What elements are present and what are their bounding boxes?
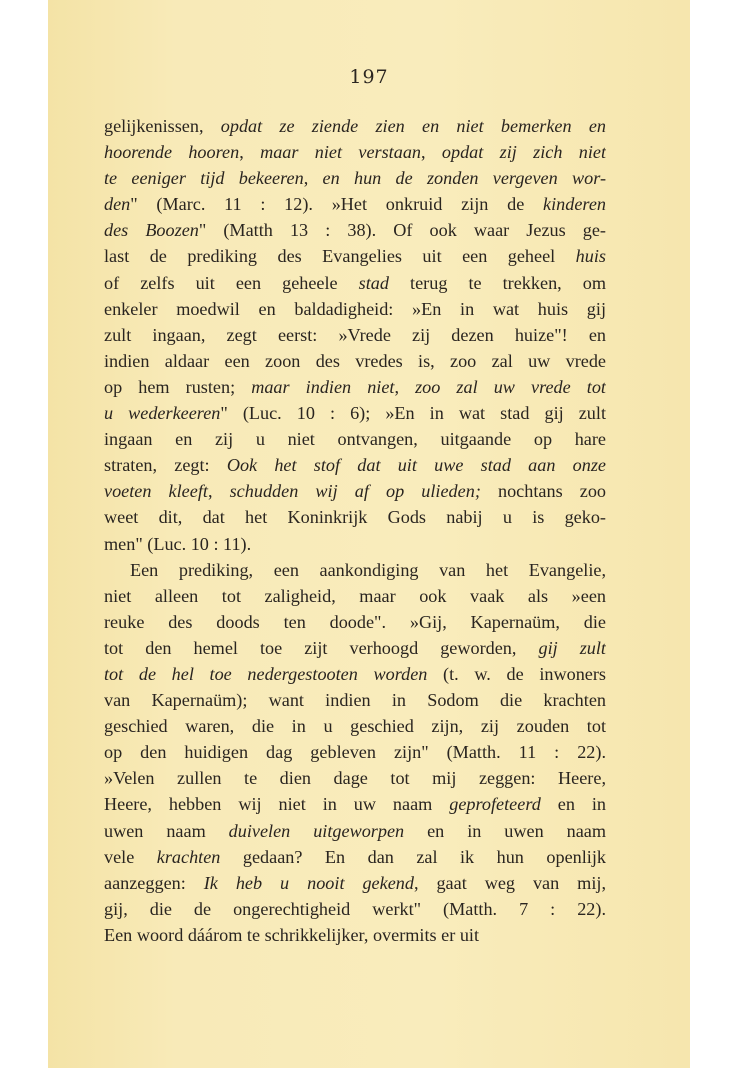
text-line: des Boozen" (Matth 13 : 38). Of ook waar Jezus ge-	[104, 220, 606, 241]
italic-phrase: maar niet verstaan	[260, 142, 422, 163]
text-line: Een prediking, een aankondiging van het Evangelie,	[130, 559, 606, 580]
italic-phrase: te eeniger tijd bekeeren	[104, 168, 304, 189]
italic-phrase: voeten kleeft	[104, 481, 208, 502]
text-line: op den huidigen dag gebleven zijn" (Matth. 11 : 22).	[104, 742, 606, 763]
text-line: u wederkeeren" (Luc. 10 : 6); »En in wat stad gij zult	[104, 403, 606, 424]
italic-phrase: maar indien niet	[251, 376, 395, 397]
italic-phrase: u wederkeeren	[104, 403, 221, 424]
text-line: enkeler moedwil en baldadigheid: »En in wat huis gij	[104, 298, 606, 319]
text-line: last de prediking des Evangelies uit een geheel huis	[104, 246, 606, 267]
italic-phrase: des Boozen	[104, 220, 199, 241]
text-line: te eeniger tijd bekeeren, en hun de zonden vergeven wor-	[104, 168, 606, 189]
italic-phrase: schudden wij af op ulieden;	[229, 481, 481, 502]
text-line: uwen naam duivelen uitgeworpen en in uwen naam	[104, 820, 606, 841]
text-line: van Kapernaüm); want indien in Sodom die krachten	[104, 690, 606, 711]
text-line: vele krachten gedaan? En dan zal ik hun openlijk	[104, 846, 606, 867]
text-line: op hem rusten; maar indien niet, zoo zal uw vrede tot	[104, 376, 606, 397]
italic-phrase: opdat ze ziende zien en niet bemerken en	[220, 116, 606, 136]
text-line: of zelfs uit een geheele stad terug te trekken, om	[104, 272, 606, 293]
text-line: den" (Marc. 11 : 12). »Het onkruid zijn de kinderen	[104, 194, 606, 215]
italic-phrase: tot de hel toe nedergestooten worden	[104, 663, 428, 684]
italic-phrase: hoorende hooren	[104, 142, 240, 163]
text-line: aanzeggen: Ik heb u nooit gekend, gaat weg van mij,	[104, 872, 606, 893]
text-line: gelijkenissen, opdat ze ziende zien en niet bemerken en	[104, 116, 606, 136]
body-text	[104, 113, 606, 948]
italic-phrase: zoo zal uw vrede tot	[415, 376, 606, 397]
italic-phrase: gij zult	[538, 637, 606, 658]
text-line: Heere, hebben wij niet in uw naam geprofeteerd en in	[104, 794, 606, 815]
text-line: tot de hel toe nedergestooten worden (t. w. de inwoners	[104, 663, 606, 684]
italic-phrase: en hun de zonden vergeven wor-	[322, 168, 606, 189]
text-line: voeten kleeft, schudden wij af op ulieden; nochtans zoo	[104, 481, 606, 502]
italic-phrase: opdat zij zich niet	[441, 142, 606, 163]
italic-phrase: huis	[575, 246, 606, 267]
text-line: reuke des doods ten doode". »Gij, Kapernaüm, die	[104, 611, 606, 632]
text-line: men" (Luc. 10 : 11).	[104, 533, 252, 554]
text-line: zult ingaan, zegt eerst: »Vrede zij dezen huize"! en	[104, 324, 606, 345]
text-line: Een woord dáárom te schrikkelijker, overmits er uit	[104, 924, 480, 945]
italic-phrase: duivelen uitgeworpen	[228, 820, 405, 841]
text-line: geschied waren, die in u geschied zijn, zij zouden tot	[104, 716, 606, 737]
italic-phrase: Ik heb u nooit gekend	[203, 872, 414, 893]
italic-phrase: krachten	[156, 846, 221, 867]
page-number: 197	[349, 66, 389, 88]
text-line: weet dit, dat het Koninkrijk Gods nabij u is geko-	[104, 507, 606, 528]
text-line: »Velen zullen te dien dage tot mij zeggen: Heere,	[104, 768, 606, 789]
italic-phrase: den	[104, 194, 131, 215]
italic-phrase: kinderen	[543, 194, 606, 215]
italic-phrase: geprofeteerd	[449, 794, 541, 815]
text-line: straten, zegt: Ook het stof dat uit uwe stad aan onze	[104, 455, 606, 476]
text-line: gij, die de ongerechtigheid werkt" (Matth. 7 : 22).	[104, 898, 606, 919]
text-line: hoorende hooren, maar niet verstaan, opdat zij zich niet	[104, 142, 606, 163]
text-line: ingaan en zij u niet ontvangen, uitgaande op hare	[104, 429, 606, 450]
italic-phrase: stad	[358, 272, 389, 293]
italic-phrase: Ook het stof dat uit uwe stad aan onze	[226, 455, 606, 476]
text-line: niet alleen tot zaligheid, maar ook vaak als »een	[104, 585, 606, 606]
text-line: tot den hemel toe zijt verhoogd geworden, gij zult	[104, 637, 606, 658]
text-line: indien aldaar een zoon des vredes is, zoo zal uw vrede	[104, 350, 606, 371]
